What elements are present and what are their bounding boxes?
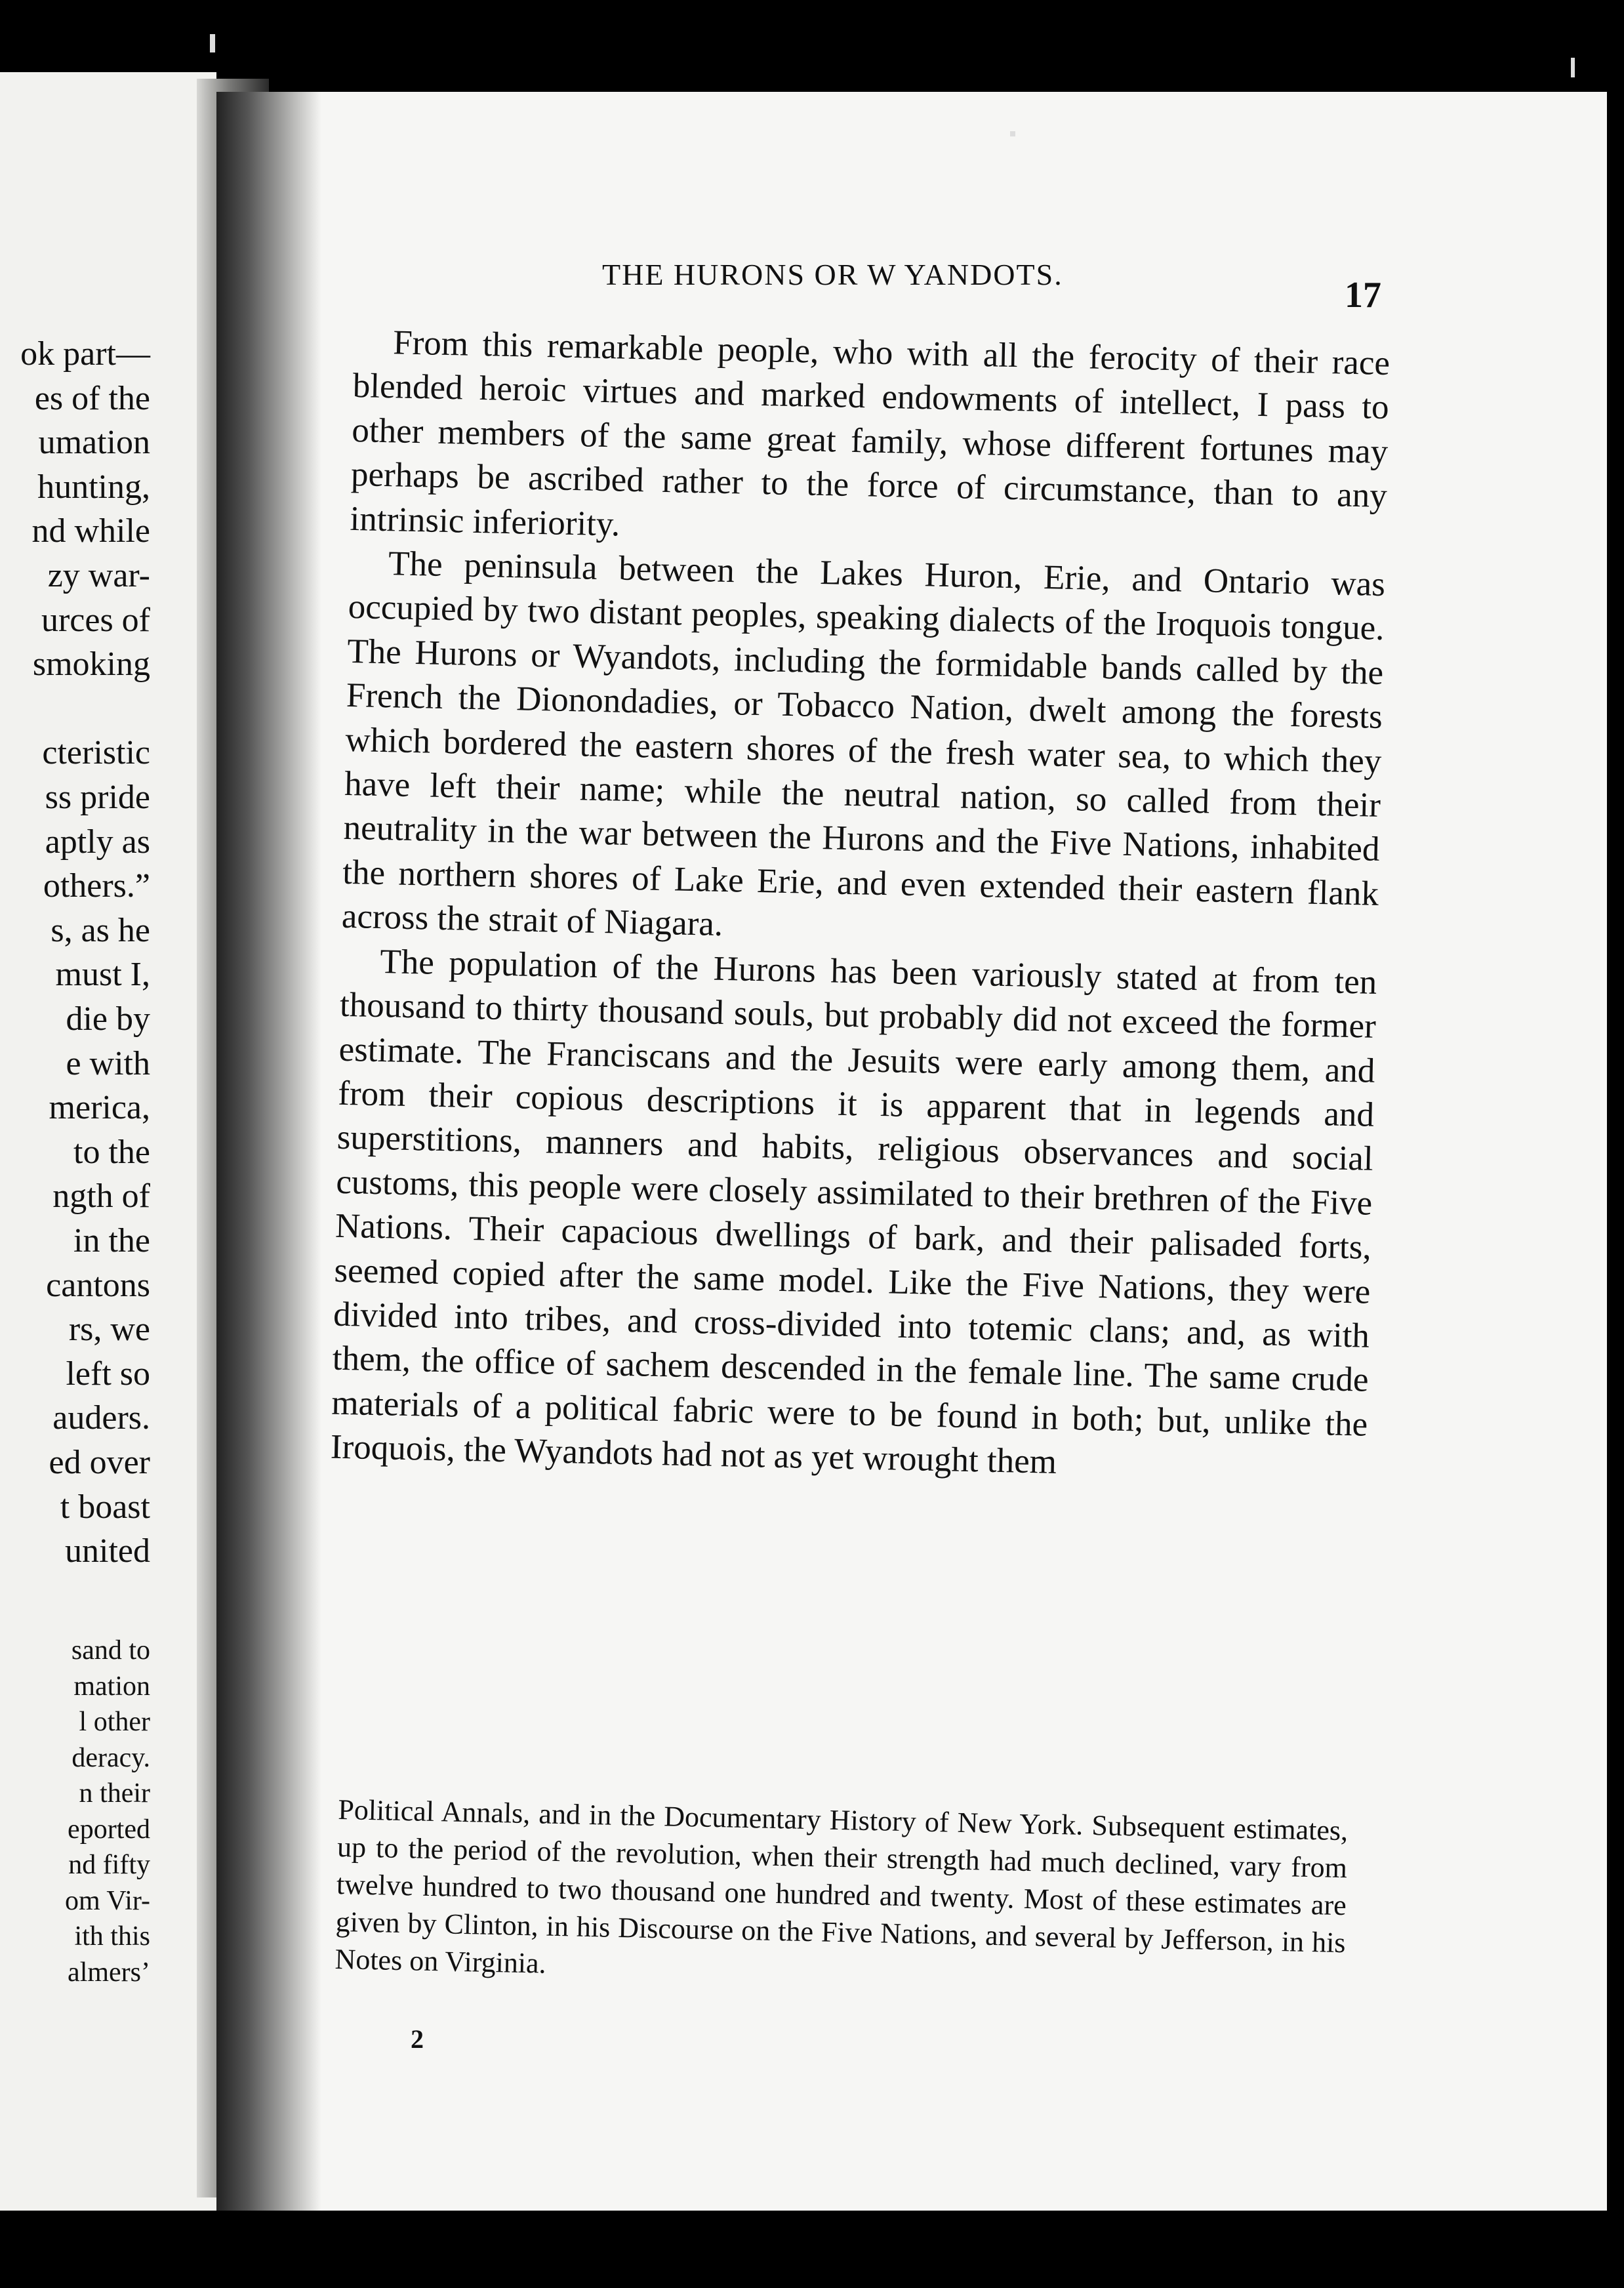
left-page-footnote-line: ith this: [74, 1921, 150, 1951]
left-page-footnote-line: mation: [73, 1671, 150, 1702]
left-page-footnote-line: sand to: [71, 1635, 150, 1665]
left-page-footnote-line: nd fifty: [68, 1850, 150, 1880]
paragraph: The population of the Hurons has been variously stated at from ten thousand to thirty thousand souls, but probably did not exceed the former estimate. The Franciscans and the Jesuits were early among them, and from their copious descriptions it is apparent that in legends and superstitions, manners and habits, religious observances and social customs, this people were closely assimilated to their brethren of the Five Nations. Their capacious dwellings of bark, and their palisaded forts, seemed copied after the same model. Like the Five Nations, they were divided into tribes, and cross-divided into totemic clans; and, as with them, the office of sachem descended in the female line. The same crude materials of a political fabric were to be found in both; but, unlike the Iroquois, the Wyandots had not as yet wrought them: [330, 942, 1377, 1481]
running-head: THE HURONS OR W YANDOTS.: [602, 258, 1063, 291]
left-page-line: merica,: [49, 1089, 150, 1127]
left-page-footnote-line: almers’: [68, 1957, 150, 1988]
left-page-line: ok part—: [20, 335, 150, 373]
left-page-line: united: [65, 1532, 150, 1570]
left-page-line: die by: [66, 1000, 150, 1038]
left-page-line: es of the: [34, 379, 150, 417]
left-page-line: ngth of: [52, 1177, 150, 1216]
left-page-line: ed over: [49, 1444, 150, 1481]
dust-speck: [1571, 58, 1575, 77]
paragraph: From this remarkable people, who with all the ferocity of their race blended heroic virtues and marked endowments of intellect, I pass to other members of the same great family, whose different fortunes may perhaps be ascribed rather to the force of circumstance, than to any intrinsic inferiority.: [350, 323, 1391, 544]
left-page-line: umation: [38, 424, 150, 462]
left-page-line: nd while: [31, 512, 150, 550]
left-page-line: left so: [66, 1355, 150, 1393]
left-page-line: e with: [66, 1044, 150, 1082]
footnote: Political Annals, and in the Documentary History of New York. Subsequent estimates, up to the period of the revolution, when their strength had much declined, vary from twelve hundred to two thousand one hundred and twenty. Most of these estimates are given by Clinton, in his Discourse on the Five Nations, and several by Jefferson, in his Notes on Virginia.: [335, 1793, 1349, 1980]
left-page-line: auders.: [52, 1399, 150, 1437]
left-page-line: others.”: [43, 867, 150, 905]
left-page-line: aptly as: [45, 823, 150, 861]
left-page-footnote-line: n their: [79, 1778, 150, 1808]
dust-speck: [210, 34, 215, 52]
left-page-line: hunting,: [37, 468, 150, 506]
page-number: 17: [1345, 275, 1381, 316]
left-page-line: t boast: [60, 1488, 150, 1526]
signature-mark: 2: [411, 2024, 424, 2054]
left-page-line: rs, we: [68, 1311, 150, 1349]
left-page-line: zy war-: [47, 557, 150, 594]
left-page-line: ss pride: [45, 779, 150, 816]
left-page-footnote-line: eported: [68, 1814, 150, 1845]
left-page-line: to the: [73, 1133, 150, 1171]
left-page-footnote-line: om Vir-: [64, 1885, 150, 1916]
left-page-line: cantons: [46, 1266, 150, 1304]
left-page-line: in the: [73, 1222, 150, 1259]
dust-speck: [1010, 131, 1015, 136]
left-page-line: cteristic: [42, 734, 150, 772]
left-page-line: urces of: [41, 601, 150, 639]
page-curve-shadow: [216, 92, 321, 2211]
left-page-line: smoking: [32, 645, 150, 684]
left-page-footnote-line: deracy.: [71, 1742, 150, 1773]
left-page-line: s, as he: [51, 911, 150, 949]
body-text: [330, 320, 1390, 1491]
paragraph: The peninsula between the Lakes Huron, Erie, and Ontario was occupied by two distant peoples, speaking dialects of the Iroquois tongue. The Hurons or Wyandots, including the formidable bands called by the French the Dionondadies, or Tobacco Nation, dwelt among the forests which bordered the eastern shores of the fresh water sea, to which they have left their name; while the neutral nation, so called from their neutrality in the war between the Hurons and the Five Nations, inhabited the northern shores of Lake Erie, and even extended their eastern flank across the strait of Niagara.: [341, 544, 1386, 944]
left-page-footnote-line: l other: [79, 1707, 150, 1737]
left-page-line: must I,: [55, 956, 150, 994]
